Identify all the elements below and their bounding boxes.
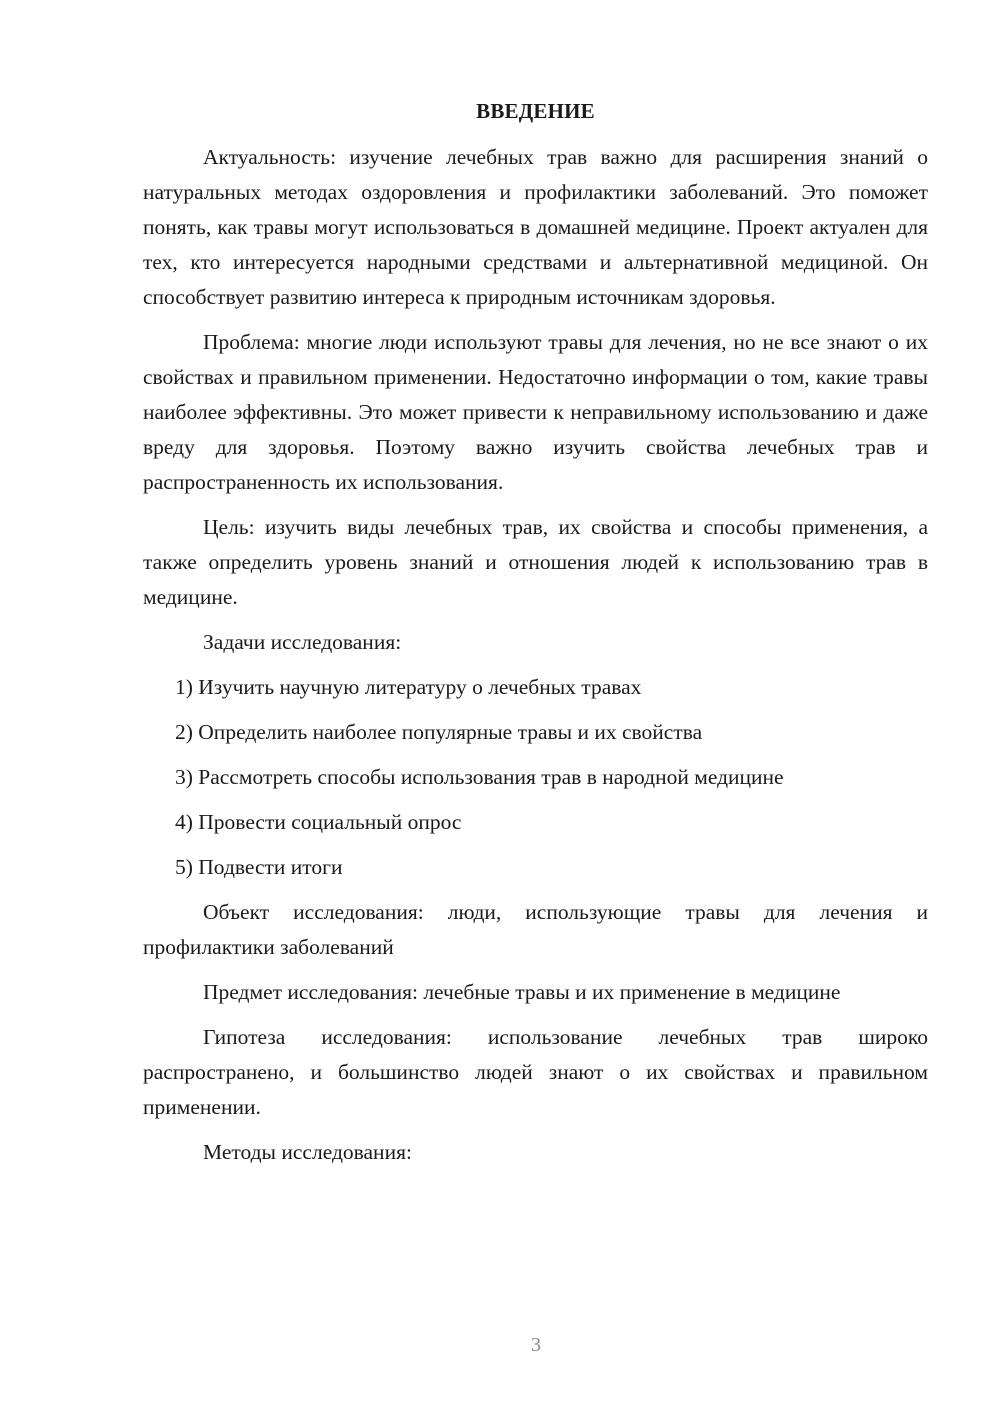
task-item-4: 4) Провести социальный опрос bbox=[175, 810, 462, 834]
task-item-3: 3) Рассмотреть способы использования трав в народной медицине bbox=[175, 765, 784, 789]
goal-paragraph: Цель: изучить виды лечебных трав, их свойства и способы применения, а также определить уровень знаний и отношения людей к использованию трав в медицине. bbox=[143, 515, 928, 609]
relevance-paragraph: Актуальность: изучение лечебных трав важно для расширения знаний о натуральных методах оздоровления и профилактики заболеваний. Это поможет понять, как травы могут использоваться в домашней медицине. Проект актуален для тех, кто интересуется народными средствами и альтернативной медициной. Он способствует развитию интереса к природным источникам здоровья. bbox=[143, 145, 928, 309]
tasks-list bbox=[143, 670, 928, 885]
tasks-heading: Задачи исследования: bbox=[203, 630, 402, 654]
task-item-5: 5) Подвести итоги bbox=[175, 855, 343, 879]
object-paragraph: Объект исследования: люди, использующие травы для лечения и профилактики заболеваний bbox=[143, 900, 928, 959]
hypothesis-paragraph: Гипотеза исследования: использование лечебных трав широко распространено, и большинство людей знают о их свойствах и правильном применении. bbox=[143, 1025, 928, 1119]
section-heading: ВВЕДЕНИЕ bbox=[476, 99, 595, 123]
page-number: 3 bbox=[531, 1334, 541, 1356]
task-item-2: 2) Определить наиболее популярные травы и их свойства bbox=[175, 720, 703, 744]
methods-heading: Методы исследования: bbox=[203, 1140, 412, 1164]
subject-paragraph: Предмет исследования: лечебные травы и их применение в медицине bbox=[203, 980, 841, 1004]
problem-paragraph: Проблема: многие люди используют травы для лечения, но не все знают о их свойствах и правильном применении. Недостаточно информации о том, какие травы наиболее эффективны. Это может привести к неправильному использованию и даже вреду для здоровья. Поэтому важно изучить свойства лечебных трав и распространенность их использования. bbox=[143, 330, 928, 494]
document-page bbox=[143, 96, 928, 1180]
task-item-1: 1) Изучить научную литературу о лечебных травах bbox=[175, 675, 642, 699]
